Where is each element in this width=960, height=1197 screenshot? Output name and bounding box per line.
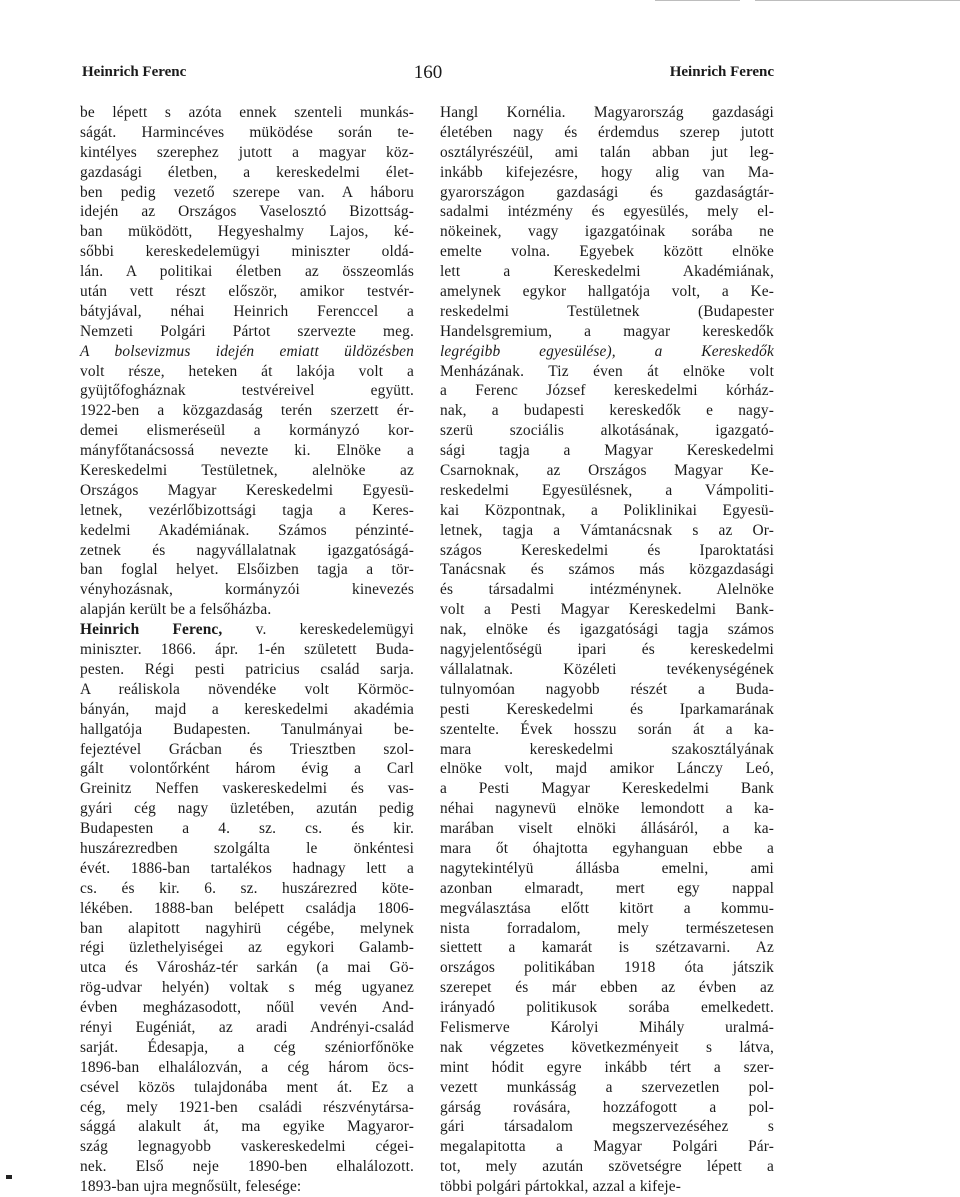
left-column-line: lékében. 1888-ban belépett családja 1806-: [80, 899, 414, 917]
left-column-line: mányfőtanácsossá nevezte ki. Elnöke a: [80, 442, 414, 460]
right-column-line: néhai nagynevü elnöke lemondott a ka-: [440, 800, 774, 818]
page-header: [82, 64, 774, 86]
left-column-line: ban foglal helyet. Elsőizben tagja a tör-: [80, 561, 414, 579]
left-column-line: demei elismeréseül a kormányzó kor-: [80, 422, 414, 440]
left-column-line: Greinitz Neffen vaskereskedelmi és vas-: [80, 780, 414, 798]
left-column-line: cég, mely 1921-ben családi részvénytársa-: [80, 1098, 414, 1116]
left-column-line: Nemzeti Polgári Pártot szervezte meg.: [80, 322, 414, 340]
right-column-line: gári társadalom megszervezéséhez s: [440, 1118, 774, 1136]
right-column-line: sadalmi intézmény és egyesülés, mely el-: [440, 203, 774, 221]
left-column-line: gyüjtőfogháznak testvéreivel együtt.: [80, 382, 414, 400]
right-column-line: többi polgári pártokkal, azzal a kifeje-: [440, 1178, 682, 1196]
left-column-line: gyári cég nagy üzletében, azután pedig: [80, 800, 414, 818]
left-column-line: 1896-ban elhalálozván, a cég három öcs-: [80, 1058, 414, 1076]
left-column-line: után vett részt először, amikor testvér-: [80, 283, 414, 301]
right-column-line: Csarnoknak, az Országos Magyar Ke-: [440, 462, 774, 480]
left-column-line: nek. Első neje 1890-ben elhalálozott.: [80, 1158, 414, 1176]
right-column-line: Hangl Kornélia. Magyarország gazdasági: [440, 104, 774, 121]
right-column-line: vezett munkásság a szervezetlen pol-: [440, 1078, 774, 1096]
running-head-left: Heinrich Ferenc: [82, 64, 187, 80]
left-column-line: letnek, vezérlőbizottsági tagja a Keres-: [80, 501, 414, 519]
right-column-line: a Pesti Magyar Kereskedelmi Bank: [440, 780, 774, 798]
left-column-line: ságát. Harmincéves müködése során te-: [80, 123, 414, 141]
left-column-line: sággá alakult át, ma egyike Magyaror-: [80, 1118, 414, 1136]
left-column-line: Kereskedelmi Testületnek, alelnöke az: [80, 462, 414, 480]
left-column-line: cs. és kir. 6. sz. huszárezred köte-: [80, 879, 414, 897]
right-column-line: azonban elmaradt, mert egy nappal: [440, 879, 774, 897]
left-column-line: sőbbi kereskedelemügyi miniszter oldá-: [80, 243, 414, 261]
right-column-line: amelynek egykor hallgatója volt, a Ke-: [440, 283, 774, 301]
left-column-line: hallgatója Budapesten. Tanulmányai be-: [80, 720, 414, 738]
left-text-column: [80, 103, 414, 1197]
running-head-right: Heinrich Ferenc: [669, 64, 774, 80]
right-column-line: nagytekintélyü állásba emelni, ami: [440, 859, 774, 877]
left-column-line: lán. A politikai életben az összeomlás: [80, 263, 414, 281]
left-column-line: kintélyes szerephez jutott a magyar köz-: [80, 143, 414, 161]
right-column-line: Felismerve Károlyi Mihály uralmá-: [440, 1018, 774, 1036]
right-column-line: sági tagja a Magyar Kereskedelmi: [440, 442, 774, 460]
right-column-line: emelte volna. Egyebek között elnöke: [440, 243, 774, 261]
left-column-line: miniszter. 1866. ápr. 1-én született Buda-: [80, 641, 414, 659]
right-column-line: szentelte. Évek hosszu során át a ka-: [440, 720, 774, 738]
right-column-line: inkább kifejezésre, hogy alig van Ma-: [440, 163, 774, 181]
left-column-line: Budapesten a 4. sz. cs. és kir.: [80, 820, 414, 838]
right-column-line: Tanácsnak és számos más közgazdasági: [440, 561, 774, 579]
right-column-line: nökeinek, vagy igazgatóinak sorába ne: [440, 223, 774, 241]
left-column-line: szág legnagyobb vaskereskedelmi cégei-: [80, 1138, 414, 1156]
right-column-line: nak, elnöke és igazgatósági tagja számos: [440, 621, 774, 639]
right-column-line: mara őt óhajtotta egyhanguan ebbe a: [440, 839, 774, 857]
right-column-line: nak végzetes következményeit s látva,: [440, 1038, 774, 1056]
left-column-line: gazdasági életben, a kereskedelmi élet-: [80, 163, 414, 181]
right-column-line: letnek, tagja a Vámtanácsnak s az Or-: [440, 521, 774, 539]
top-rule-left: [655, 0, 740, 1]
page-number: 160: [413, 62, 443, 83]
right-column-line: tot, mely azután szövetségre lépett a: [440, 1158, 774, 1176]
left-column-line: vényhozásnak, kormányzói kinevezés: [80, 581, 414, 599]
left-column-line: ben pedig vezető szerepe van. A háboru: [80, 183, 414, 201]
right-column-line: megalapitotta a Magyar Polgári Pár-: [440, 1138, 774, 1156]
right-column-line: mint hódit egyre inkább tért a szer-: [440, 1058, 774, 1076]
right-column-line: szágos Kereskedelmi és Iparoktatási: [440, 541, 774, 559]
left-column-line: bátyjával, néhai Heinrich Ferenccel a: [80, 302, 414, 320]
right-column-line: pesti Kereskedelmi és Iparkamarának: [440, 700, 774, 718]
right-column-line: és társadalmi intézménynek. Alelnöke: [440, 581, 774, 599]
entry-headword: Heinrich Ferenc,: [80, 621, 223, 639]
right-column-line: megválasztása előtt kitört a kommu-: [440, 899, 774, 917]
right-column-line: Menházának. Tiz éven át elnöke volt: [440, 362, 774, 380]
left-column-line: alapján került be a felsőházba.: [80, 601, 272, 619]
right-column-line: szerepet és már ebben az évben az: [440, 979, 774, 997]
right-column-line: országos politikában 1918 óta játszik: [440, 959, 774, 977]
right-column-line: tulnyomóan nagyobb részét a Buda-: [440, 680, 774, 698]
scan-mark: [6, 1175, 12, 1179]
left-column-line: gált volontőrként három évig a Carl: [80, 760, 414, 778]
right-column-line: nagyjelentőségü ipari és kereskedelmi: [440, 641, 774, 659]
right-column-line: a Ferenc József kereskedelmi kórház-: [440, 382, 774, 400]
left-column-line: A reáliskola növendéke volt Körmöc-: [80, 680, 414, 698]
left-column-line: rög-udvar helyén) voltak s még ugyanez: [80, 979, 414, 997]
right-column-line: szerü szociális alkotásának, igazgató-: [440, 422, 774, 440]
right-column-line: reskedelmi Egyesülésnek, a Vámpoliti-: [440, 481, 774, 499]
right-column-line: kai Központnak, a Poliklinikai Egyesü-: [440, 501, 774, 519]
right-column-line: mara kereskedelmi szakosztályának: [440, 740, 774, 758]
right-column-line: legrégibb egyesülése), a Kereskedők: [440, 342, 774, 360]
right-column-line: siettett a kamarát is szétzavarni. Az: [440, 939, 774, 957]
left-column-line: volt része, heteken át lakója volt a: [80, 362, 414, 380]
left-column-line: régi üzlethelyiségei az egykori Galamb-: [80, 939, 414, 957]
right-column-line: marában viselt elnöki állásáról, a ka-: [440, 820, 774, 838]
left-column-line: Országos Magyar Kereskedelmi Egyesü-: [80, 481, 414, 499]
right-column-line: életében nagy és érdemdus szerep jutott: [440, 123, 774, 141]
right-column-line: Handelsgremium, a magyar kereskedők: [440, 322, 774, 340]
left-column-line: huszárezredben szolgálta le önkéntesi: [80, 839, 414, 857]
left-column-line: be lépett s azóta ennek szenteli munkás-: [80, 104, 414, 121]
left-column-line: fejeztével Grácban és Triesztben szol-: [80, 740, 414, 758]
left-column-line: A bolsevizmus idején emiatt üldözésben: [80, 342, 414, 360]
right-column-line: reskedelmi Testületnek (Budapester: [440, 302, 774, 320]
left-column-line: idején az Országos Vaselosztó Bizottság-: [80, 203, 414, 221]
right-column-line: lett a Kereskedelmi Akadémiának,: [440, 263, 774, 281]
left-column-line: ban müködött, Hegyeshalmy Lajos, ké-: [80, 223, 414, 241]
left-column-line: zetnek és nagyvállalatnak igazgatóságá-: [80, 541, 414, 559]
left-column-line: sarját. Édesapja, a cég széniorfőnöke: [80, 1038, 414, 1056]
left-column-line: rényi Eugéniát, az aradi Andrényi-család: [80, 1018, 414, 1036]
right-column-line: gárság rovására, hozzáfogott a pol-: [440, 1098, 774, 1116]
right-column-line: volt a Pesti Magyar Kereskedelmi Bank-: [440, 601, 774, 619]
right-column-line: nista forradalom, mely természetesen: [440, 919, 774, 937]
right-column-line: nak, a budapesti kereskedők e nagy-: [440, 402, 774, 420]
right-column-line: vállalatnak. Közéleti tevékenységének: [440, 660, 774, 678]
top-rule-right: [755, 0, 960, 1]
left-column-line: kedelmi Akadémiának. Számos pénzinté-: [80, 521, 414, 539]
left-column-line: 1893-ban ujra megnősült, felesége:: [80, 1178, 302, 1196]
left-column-line: ban alapitott nagyhirü cégébe, melynek: [80, 919, 414, 937]
left-column-line: pesten. Régi pesti patricius család sarja.: [80, 660, 414, 678]
right-column-line: elnöke volt, majd amikor Lánczy Leó,: [440, 760, 774, 778]
left-column-line: csével közös tulajdonába ment át. Ez a: [80, 1078, 414, 1096]
right-text-column: [440, 103, 774, 1197]
left-column-line: évét. 1886-ban tartalékos hadnagy lett a: [80, 859, 414, 877]
right-column-line: irányadó politikusok sorába emelkedett.: [440, 999, 774, 1017]
left-column-line: utca és Városház-tér sarkán (a mai Gö-: [80, 959, 414, 977]
left-column-line: évben megházasodott, nőül vevén And-: [80, 999, 414, 1017]
left-column-line: bányán, majd a kereskedelmi akadémia: [80, 700, 414, 718]
right-column-line: gyarországon gazdasági és gazdaságtár-: [440, 183, 774, 201]
left-column-line: 1922-ben a közgazdaság terén szerzett ér-: [80, 402, 414, 420]
left-column-line: Heinrich Ferenc, v. kereskedelemügyi: [80, 621, 414, 639]
right-column-line: osztályrészéül, ami talán abban jut leg-: [440, 143, 774, 161]
